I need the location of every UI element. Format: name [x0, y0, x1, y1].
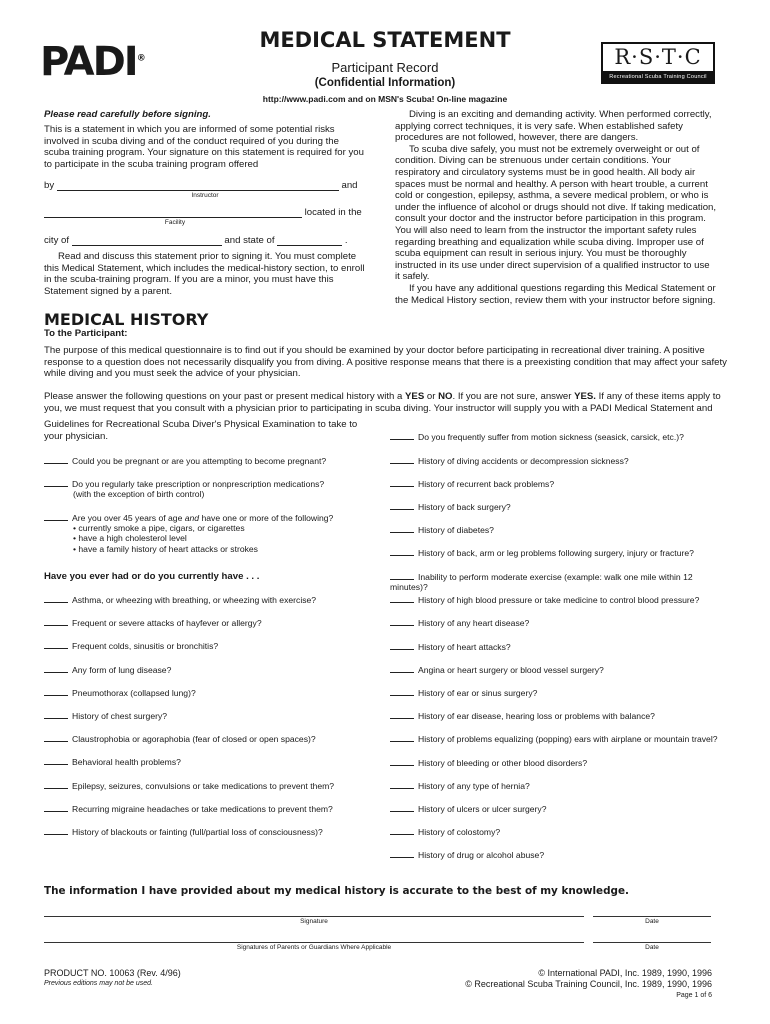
question-text: Behavioral health problems? [72, 757, 181, 768]
state-label: and state of [224, 235, 275, 246]
question-subnote: (with the exception of birth control) [73, 489, 205, 500]
question-text: History of blackouts or fainting (full/partial loss of consciousness)? [72, 827, 323, 837]
answer-blank[interactable] [390, 641, 414, 650]
question-item [390, 617, 720, 628]
answer-blank[interactable] [390, 594, 414, 603]
page-number: Page 1 of 6 [676, 992, 712, 999]
question-text: History of back, arm or leg problems following surgery, injury or fracture? [418, 548, 694, 558]
period: . [344, 235, 348, 246]
confidential-note: (Confidential Information) [314, 77, 456, 89]
question-item [390, 594, 720, 605]
answer-blank[interactable] [390, 431, 414, 440]
previous-editions-note: Previous editions may not be used. [44, 980, 153, 987]
answer-blank[interactable] [390, 547, 414, 556]
read-discuss-paragraph: Read and discuss this statement prior to signing it. You must complete this Medical Statement, which includes the medical-history section, to enroll in the scuba-training program. If you are a minor, you must have this Statement signed by a parent. [44, 251, 365, 297]
state-field[interactable] [277, 235, 342, 246]
answer-blank[interactable] [44, 664, 68, 673]
question-text: Frequent or severe attacks of hayfever or allergy? [72, 618, 262, 629]
question-text: Recurring migraine headaches or take medications to prevent them? [72, 803, 333, 814]
question-item [390, 687, 720, 698]
question-subitem: • have a high cholesterol level [73, 533, 187, 544]
question-text: History of recurrent back problems? [418, 479, 555, 489]
answer-blank[interactable] [390, 478, 414, 487]
question-item [390, 803, 720, 814]
question-text: Frequent colds, sinusitis or bronchitis? [72, 641, 219, 652]
question-text: Claustrophobia or agoraphobia (fear of closed or open spaces)? [72, 734, 316, 745]
question-text: History of high blood pressure or take medicine to control blood pressure? [418, 595, 700, 606]
question-text: History of any heart disease? [418, 618, 530, 629]
copyright-padi: © International PADI, Inc. 1989, 1990, 1996 [538, 968, 712, 978]
question-text: Inability to perform moderate exercise (example: walk one mile within 12 minutes)? [390, 572, 693, 593]
intro-paragraph: This is a statement in which you are informed of some potential risks involved in scuba diving and of the conduct required of you during the scuba training program. Your signature on this statement is required for you to participate in the scuba training program offered [44, 124, 364, 170]
question-item [44, 826, 374, 837]
parent-signature-line[interactable] [44, 942, 584, 943]
question-item: Do you regularly take prescription or nonprescription medications? (with the exception of birth control) [44, 478, 374, 499]
question-item [44, 803, 374, 814]
question-text: History of ear disease, hearing loss or problems with balance? [418, 711, 655, 722]
question-item [44, 733, 374, 744]
city-field[interactable] [72, 235, 222, 246]
question-text: History of ear or sinus surgery? [418, 688, 538, 698]
parent-date-line[interactable] [593, 942, 711, 943]
answer-blank[interactable] [44, 756, 68, 765]
question-text: Asthma, or wheezing with breathing, or wheezing with exercise? [72, 595, 317, 605]
safety-paragraph-2: To scuba dive safely, you must not be extremely overweight or out of condition. Diving can be strenuous under certain conditions. Your respiratory and circulatory systems must be in good health. All body air spaces must be normal and healthy. A person with heart trouble, a current cold or congestion, epilepsy, asthma, a severe medical problem, or who is under the influence of alcohol or drugs should not dive. If taking medication, consult your doctor and the instructor before participation in this program. You will also need to learn from the instructor the important safety rules regarding breathing and equalization while scuba diving. Improper use of scuba equipment can result in serious injury. You must be thoroughly instructed in its use under direct supervision of a qualified instructor to use it safely. [395, 143, 717, 283]
signature-date-line[interactable] [593, 916, 711, 917]
question-text: Any form of lung disease? [72, 664, 172, 675]
answer-blank[interactable] [44, 710, 68, 719]
question-item [44, 640, 374, 651]
question-text: History of ulcers or ulcer surgery? [418, 804, 547, 814]
answer-blank[interactable] [390, 757, 414, 766]
by-instructor-row [44, 180, 366, 191]
question-text: Angina or heart surgery or blood vessel surgery? [418, 664, 604, 675]
question-item [390, 733, 720, 744]
question-item [390, 455, 720, 466]
question-item [390, 849, 720, 860]
answer-blank[interactable] [390, 501, 414, 510]
medical-history-heading: MEDICAL HISTORY [44, 310, 209, 329]
answer-blank[interactable] [44, 512, 68, 521]
question-item [390, 431, 720, 442]
attestation-statement: The information I have provided about my medical history is accurate to the best of my knowledge. [44, 885, 629, 897]
purpose-paragraph: The purpose of this medical questionnaire is to find out if you should be examined by your doctor before participating in recreational diver training. A positive response to a question does not necessarily disqualify you from diving. A positive response means that there is a preexisting condition that may affect your safety while diving and you must seek the advice of your physician. [44, 345, 727, 380]
question-text: Do you frequently suffer from motion sickness (seasick, carsick, etc.)? [418, 432, 684, 442]
copyright-block [440, 968, 712, 1001]
city-state-row [44, 235, 374, 246]
question-item [390, 757, 720, 768]
safety-paragraph-1: Diving is an exciting and demanding activity. When performed correctly, applying correct techniques, it is very safe. When established safety procedures are not followed, however, there are dangers. [395, 109, 712, 144]
question-text: History of bleeding or other blood disorders? [418, 757, 588, 768]
and-label: and [341, 180, 358, 191]
question-item [44, 710, 374, 721]
parent-signature-label: Signatures of Parents or Guardians Where Applicable [236, 944, 392, 951]
question-item [390, 547, 720, 558]
by-label: by [44, 180, 55, 191]
facility-caption: Facility [164, 219, 186, 226]
answer-blank[interactable] [390, 571, 414, 580]
question-item [390, 641, 720, 652]
rstc-logo [601, 42, 715, 84]
question-item [390, 664, 720, 675]
question-text: History of drug or alcohol abuse? [418, 850, 545, 861]
facility-field[interactable] [44, 207, 302, 218]
question-item [44, 594, 374, 605]
answer-blank[interactable] [390, 710, 414, 719]
answer-blank[interactable] [390, 803, 414, 812]
signature-label: Signature [300, 918, 328, 925]
question-item: Are you over 45 years of age and have one or more of the following? • currently smoke a pipe, cigars, or cigarettes • have a high cholesterol level • have a family history of heart attacks or strokes [44, 512, 374, 554]
question-text: History of colostomy? [418, 827, 501, 838]
page-subtitle: Participant Record [331, 60, 439, 75]
instructions-paragraph-2: Guidelines for Recreational Scuba Diver's Physical Examination to take to your physician. [44, 419, 358, 442]
question-item [390, 780, 720, 791]
question-item [44, 756, 374, 767]
answer-blank[interactable] [390, 524, 414, 533]
rstc-logo-subtitle: Recreational Scuba Training Council [603, 71, 713, 84]
question-item [44, 664, 374, 675]
answer-blank[interactable] [390, 826, 414, 835]
question-text: History of any type of hernia? [418, 780, 530, 791]
question-item [390, 826, 720, 837]
answer-blank[interactable] [390, 687, 414, 696]
safety-text [395, 109, 717, 306]
answer-blank[interactable] [390, 664, 414, 673]
answer-blank[interactable] [390, 617, 414, 626]
question-text: History of heart attacks? [418, 641, 511, 652]
to-participant-heading: To the Participant: [44, 328, 128, 339]
question-item [44, 687, 374, 698]
read-carefully-lead: Please read carefully before signing. [44, 109, 211, 120]
answer-blank[interactable] [390, 455, 414, 464]
question-item [390, 710, 720, 721]
question-item [390, 501, 720, 512]
answer-blank[interactable] [44, 617, 68, 626]
question-text: Epilepsy, seizures, convulsions or take medications to prevent them? [72, 780, 335, 791]
answer-blank[interactable] [44, 780, 68, 789]
question-text: History of diabetes? [418, 525, 494, 535]
answer-blank[interactable] [44, 826, 68, 835]
answer-blank[interactable] [44, 733, 68, 742]
answer-blank[interactable] [44, 687, 68, 696]
signature-line[interactable] [44, 916, 584, 917]
question-subitem: • currently smoke a pipe, cigars, or cigarettes [73, 523, 245, 534]
answer-blank[interactable] [390, 780, 414, 789]
rstc-logo-letters: R·S·T·C [614, 45, 702, 69]
question-subitem: • have a family history of heart attacks or strokes [73, 543, 258, 554]
safety-paragraph-3: If you have any additional questions regarding this Medical Statement or the Medical History section, review them with your instructor before signing. [395, 282, 716, 306]
have-you-heading: Have you ever had or do you currently have . . . [44, 571, 260, 582]
answer-blank[interactable] [44, 803, 68, 812]
question-text: History of chest surgery? [72, 711, 168, 721]
question-text: Pneumothorax (collapsed lung)? [72, 687, 196, 698]
question-item [390, 478, 720, 489]
question-text: History of back surgery? [418, 502, 511, 512]
question-text: History of diving accidents or decompression sickness? [418, 456, 629, 466]
answer-blank[interactable] [390, 733, 414, 742]
date-label: Date [645, 918, 659, 925]
answer-blank[interactable] [44, 455, 68, 464]
padi-logo: PADI® [40, 39, 146, 85]
instructor-caption: Instructor [191, 192, 219, 199]
parent-date-label: Date [645, 944, 659, 951]
product-number: PRODUCT NO. 10063 (Rev. 4/96) [44, 968, 181, 978]
question-text: History of problems equalizing (popping) ears with airplane or mountain travel? [418, 734, 718, 745]
instructor-field[interactable] [57, 180, 339, 191]
url-line: http://www.padi.com and on MSN's Scuba! On-line magazine [262, 94, 508, 104]
question-item [44, 617, 374, 628]
page-title: MEDICAL STATEMENT [259, 28, 511, 52]
answer-blank[interactable] [44, 640, 68, 649]
question-item [44, 780, 374, 791]
instructions-paragraph: Please answer the following questions on your past or present medical history with a YES or NO. If you are not sure, answer YES. If any of these items apply to you, we must request that you consult with a physician prior to participating in scuba diving. Your instructor will supply you with a PADI Medical Statement and [44, 391, 721, 414]
copyright-rstc: © Recreational Scuba Training Council, Inc. 1989, 1990, 1996 [465, 979, 712, 989]
question-item [390, 524, 720, 535]
question-item [390, 571, 720, 592]
facility-row [44, 207, 366, 218]
city-label: city of [44, 235, 70, 246]
answer-blank[interactable] [44, 478, 68, 487]
answer-blank[interactable] [44, 594, 68, 603]
located-label: located in the [304, 207, 362, 218]
answer-blank[interactable] [390, 849, 414, 858]
question-item: Could you be pregnant or are you attempting to become pregnant? [44, 455, 374, 466]
